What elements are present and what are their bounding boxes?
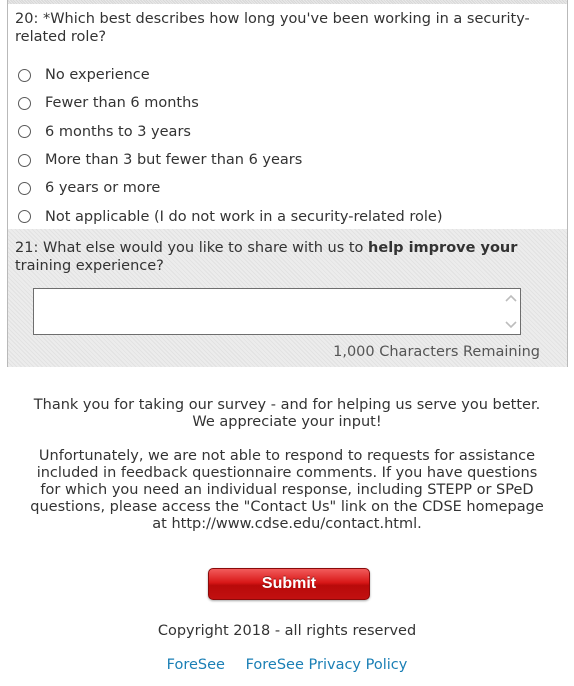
option-fewer-than-6-months[interactable] [18, 89, 548, 117]
radio-button[interactable] [18, 125, 31, 138]
question-20-text: 20: *Which best describes how long you've been working in a security-related role? [15, 11, 530, 45]
radio-button[interactable] [18, 69, 31, 82]
question-20-options [18, 61, 548, 231]
foresee-privacy-policy-link[interactable]: ForeSee Privacy Policy [245, 657, 408, 673]
survey-panel [7, 0, 568, 367]
option-label: Not applicable (I do not work in a security-related role) [45, 208, 443, 225]
foresee-link[interactable]: ForeSee [166, 657, 225, 673]
chevron-down-icon[interactable] [504, 318, 518, 332]
notice-text: Unfortunately, we are not able to respond to requests for assistance included in feedback questionnaire comments. If you have questions for which you need an individual response, including STEPP or SPeD questions, please access the "Contact Us" link on the CDSE homepage at http://www.cdse.edu/contact.html. [30, 448, 544, 532]
comment-box [33, 288, 521, 335]
radio-button[interactable] [18, 97, 31, 110]
section-divider [8, 0, 567, 4]
option-6-months-to-3-years[interactable] [18, 118, 548, 146]
option-label: 6 years or more [45, 180, 161, 197]
comment-textarea[interactable] [34, 289, 504, 334]
question-21-bold: help improve your [368, 240, 518, 256]
option-label: Fewer than 6 months [45, 95, 199, 112]
question-21-section [8, 229, 567, 367]
option-no-experience[interactable] [18, 61, 548, 89]
footer-message [0, 397, 574, 533]
option-6-years-or-more[interactable] [18, 174, 548, 202]
copyright-text: Copyright 2018 - all rights reserved [157, 623, 417, 639]
question-21-text [15, 239, 545, 275]
question-21-prefix: 21: What else would you like to share with us to [15, 240, 369, 256]
thank-you-text: Thank you for taking our survey - and for helping us serve you better. We appreciate your input! [33, 397, 541, 430]
option-3-to-6-years[interactable] [18, 146, 548, 174]
radio-button[interactable] [18, 182, 31, 195]
submit-button[interactable]: Submit [208, 568, 370, 600]
characters-remaining: 1,000 Characters Remaining [333, 344, 540, 360]
question-21-suffix: training experience? [15, 258, 164, 274]
chevron-up-icon[interactable] [504, 291, 518, 305]
radio-button[interactable] [18, 210, 31, 223]
option-label: No experience [45, 67, 150, 84]
footer-links [0, 657, 574, 673]
option-not-applicable[interactable] [18, 202, 548, 230]
radio-button[interactable] [18, 154, 31, 167]
option-label: 6 months to 3 years [45, 123, 191, 140]
option-label: More than 3 but fewer than 6 years [45, 152, 303, 169]
